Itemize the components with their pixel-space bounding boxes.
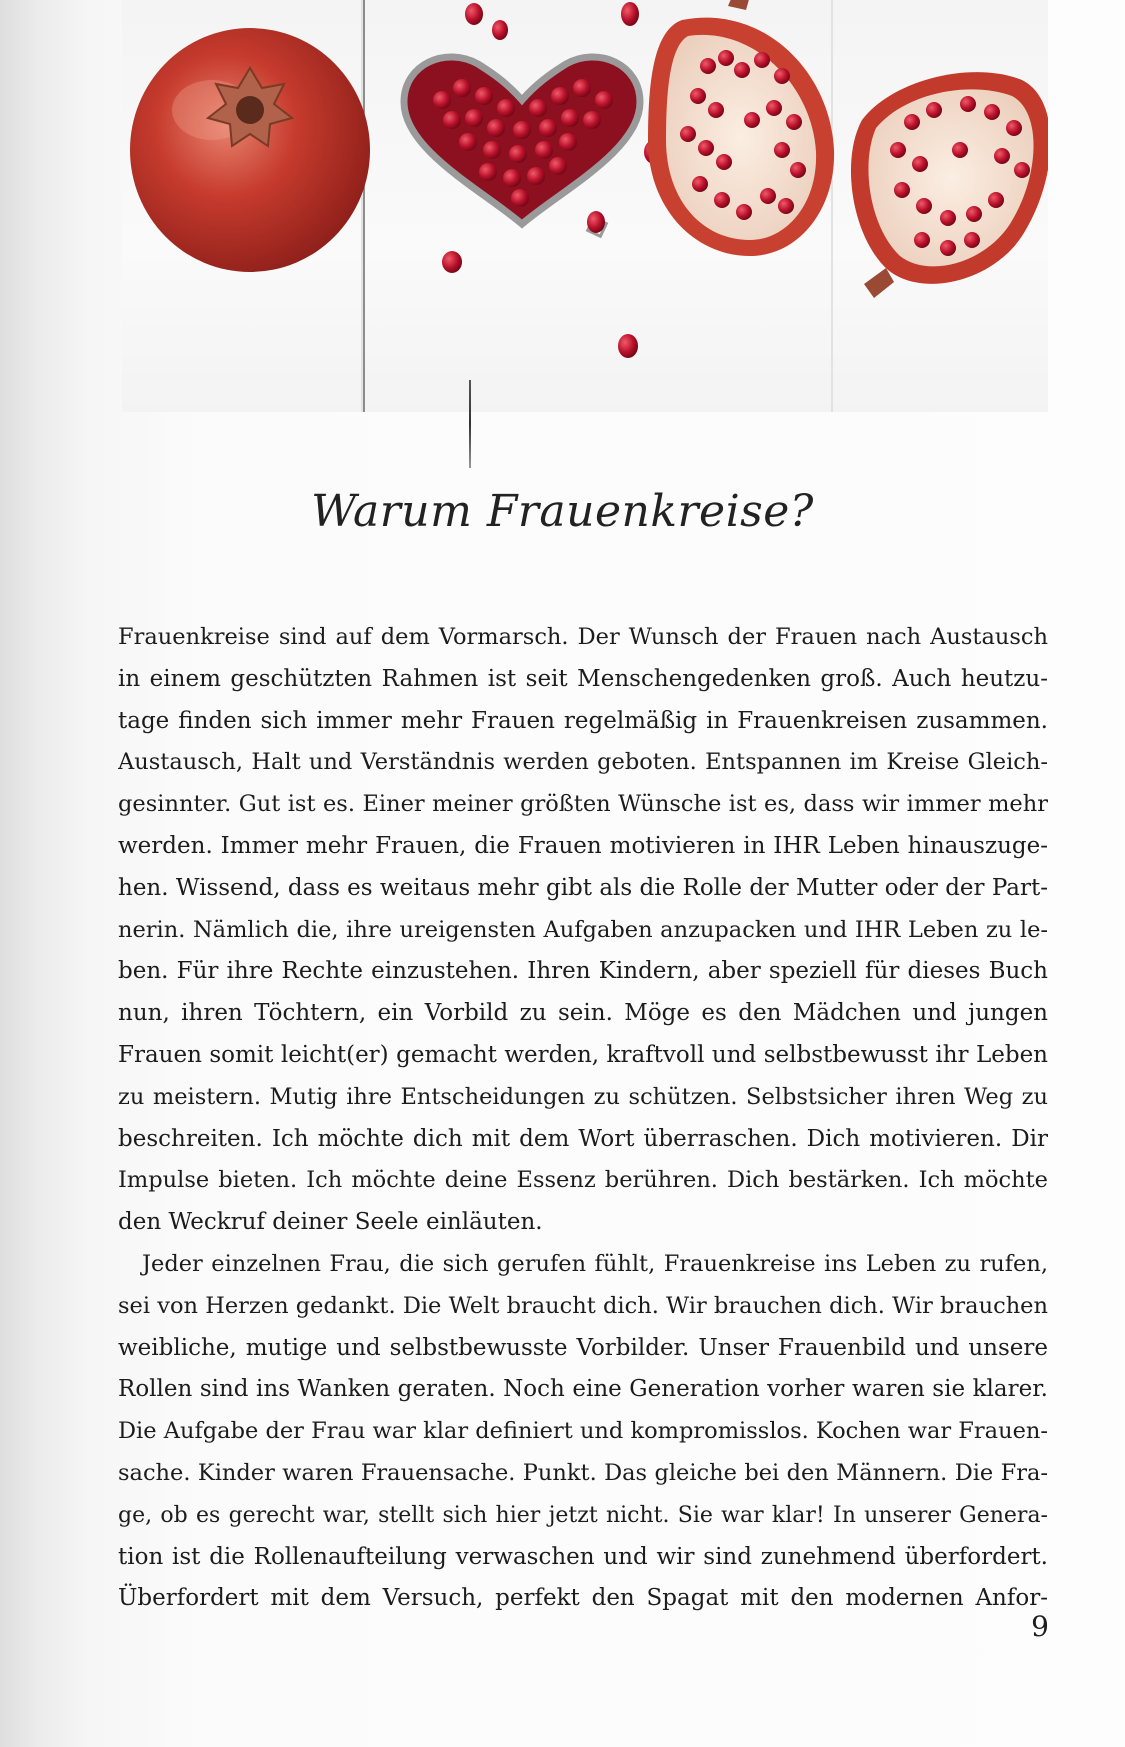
text-line: sei von Herzen gedankt. Die Welt braucht dich. Wir brauchen dich. Wir brauchen [118,1292,1048,1319]
text-line: nun, ihren Töchtern, ein Vorbild zu sein. Möge es den Mädchen und jungen [118,1000,1048,1027]
text-line: Die Aufgabe der Frau war klar definiert und kompromisslos. Kochen war Frauen- [118,1418,1048,1445]
text-line: hen. Wissend, dass es weitaus mehr gibt als die Rolle der Mutter oder der Part- [118,874,1048,901]
text-line: Austausch, Halt und Verständnis werden geboten. Entspannen im Kreise Gleich- [118,749,1048,776]
text-line: Rollen sind ins Wanken geraten. Noch eine Generation vorher waren sie klarer. [118,1376,1048,1403]
text-line: Frauenkreise sind auf dem Vormarsch. Der Wunsch der Frauen nach Austausch [118,624,1048,650]
paragraph-1 [118,617,1048,1244]
text-line: sache. Kinder waren Frauensache. Punkt. Das gleiche bei den Männern. Die Fra- [118,1459,1048,1486]
heart-bowl [404,57,640,236]
text-line: weibliche, mutige und selbstbewusste Vorbilder. Unser Frauenbild und unsere [118,1334,1048,1361]
text-line: nerin. Nämlich die, ihre ureigensten Aufgaben anzupacken und IHR Leben zu le- [118,916,1048,943]
divider-tick [469,380,471,468]
paragraph-2 [118,1244,1048,1620]
page-number: 9 [1031,1610,1049,1643]
halved-pomegranate-1 [648,0,834,256]
text-line: ge, ob es gerecht war, stellt sich hier jetzt nicht. Sie war klar! In unserer Genera- [118,1502,1048,1528]
halved-pomegranate-2 [851,72,1048,298]
whole-pomegranate [130,28,370,272]
text-line: den Weckruf deiner Seele einläuten. [118,1209,543,1236]
text-line: Jeder einzelnen Frau, die sich gerufen fühlt, Frauenkreise ins Leben zu rufen, [142,1250,1048,1277]
text-line: gesinnter. Gut ist es. Einer meiner größten Wünsche ist es, dass wir immer mehr [118,791,1048,818]
text-line: tion ist die Rollenaufteilung verwaschen und wir sind zunehmend überfordert. [118,1543,1048,1570]
text-line: werden. Immer mehr Frauen, die Frauen motivieren in IHR Leben hinauszuge- [118,832,1048,859]
text-line: beschreiten. Ich möchte dich mit dem Wort überraschen. Dich motivieren. Dir [118,1125,1048,1152]
body-text [118,617,1048,1620]
text-line: Frauen somit leicht(er) gemacht werden, kraftvoll und selbstbewusst ihr Leben [118,1041,1048,1068]
page-heading: Warum Frauenkreise? [311,486,814,537]
text-line: ben. Für ihre Rechte einzustehen. Ihren Kindern, aber speziell für dieses Buch [118,958,1048,985]
text-line: zu meistern. Mutig ihre Entscheidungen zu schützen. Selbstsicher ihren Weg zu [118,1083,1048,1110]
text-line: Impulse bieten. Ich möchte deine Essenz berühren. Dich bestärken. Ich möchte [118,1167,1048,1194]
header-photo-pomegranates [122,0,1048,412]
text-line: tage finden sich immer mehr Frauen regelmäßig in Frauenkreisen zusammen. [118,707,1048,734]
text-line: Überfordert mit dem Versuch, perfekt den Spagat mit den modernen Anfor- [118,1585,1048,1612]
text-line: in einem geschützten Rahmen ist seit Menschengedenken groß. Auch heutzu- [118,665,1048,692]
